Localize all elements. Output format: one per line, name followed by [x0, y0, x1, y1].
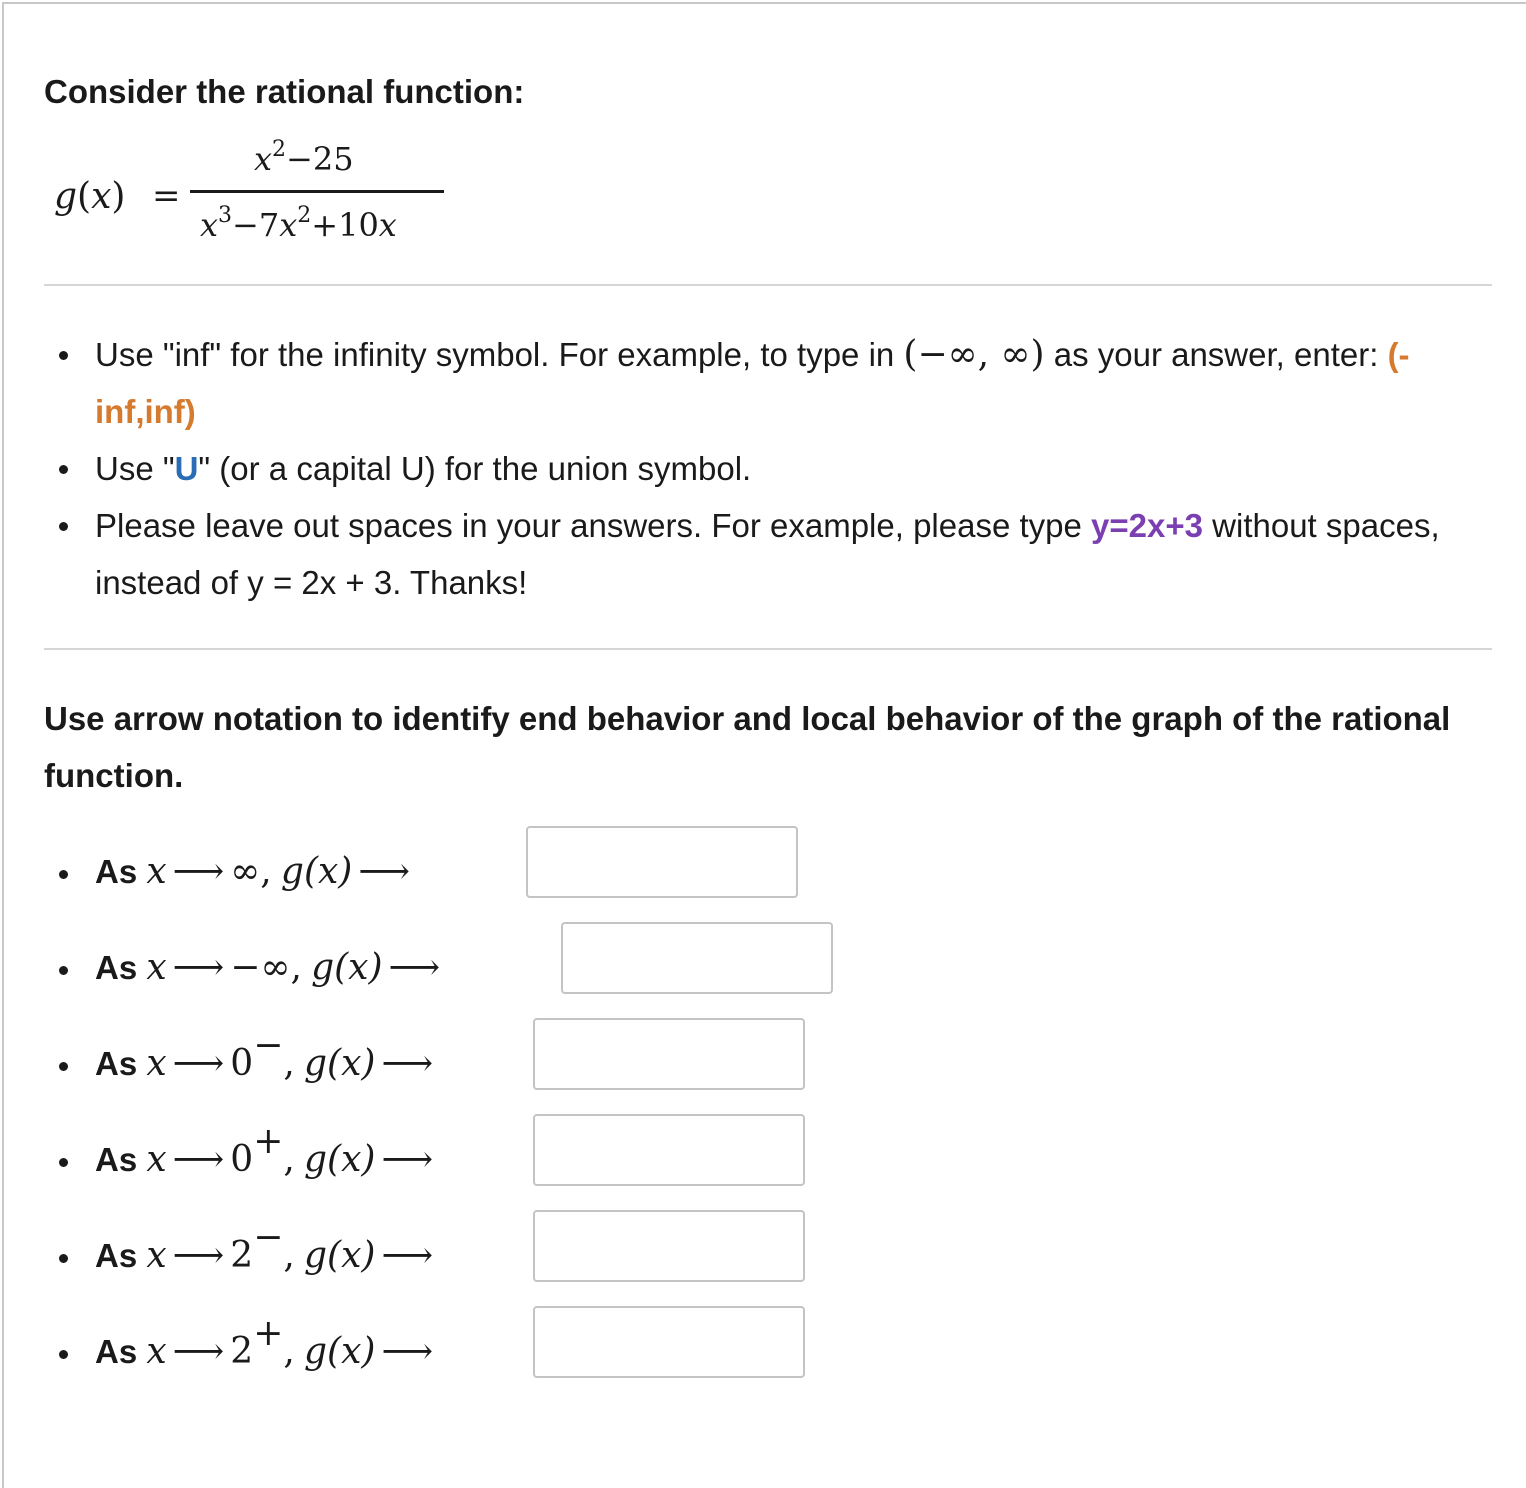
- num-exp: 2: [272, 137, 287, 162]
- den-t2-base: x: [279, 206, 298, 244]
- as-label: As: [95, 853, 138, 890]
- limit-target: 2: [230, 1331, 254, 1372]
- fn-arg: (x): [327, 1235, 376, 1276]
- instruction-spaces: [44, 497, 1492, 611]
- divider-2: [44, 648, 1492, 650]
- comma: ,: [283, 1139, 295, 1180]
- fn-g: g: [303, 1235, 328, 1276]
- section-heading-behavior: Use arrow notation to identify end behavior and local behavior of the graph of the rational function.: [44, 700, 1451, 794]
- inf-pre: Use "inf" for the infinity symbol. For example, to type in: [95, 336, 904, 373]
- answer-input-x-to-inf[interactable]: [526, 826, 798, 898]
- var-x: x: [146, 1331, 167, 1372]
- comma: ,: [283, 1331, 295, 1372]
- behavior-item-x-to-neg-inf: [44, 918, 441, 1014]
- as-label: As: [95, 1045, 138, 1082]
- spaces-example: y=2x+3: [1091, 507, 1203, 544]
- arrow-icon: ⟶: [381, 1043, 434, 1084]
- den-t1-exp: 3: [218, 203, 233, 228]
- var-x: x: [146, 947, 167, 988]
- behavior-list: [44, 822, 441, 1398]
- arrow-icon: ⟶: [172, 1235, 225, 1276]
- function-definition: [54, 137, 494, 250]
- spaces-post: without spaces, instead of y = 2x + 3. Thanks!: [95, 507, 1440, 601]
- function-lhs-close: ): [111, 176, 126, 217]
- fn-g: g: [303, 1043, 328, 1084]
- union-symbol: U: [174, 450, 199, 487]
- equals-sign: =: [152, 176, 181, 216]
- function-lhs-open: (: [77, 176, 92, 217]
- den-t3-pre: +10: [311, 206, 379, 244]
- function-name: g: [54, 176, 78, 217]
- comma: ,: [283, 1043, 295, 1084]
- inf-mid: as your answer, enter:: [1044, 336, 1388, 373]
- as-label: As: [95, 1141, 138, 1178]
- behavior-item-x-to-inf: [44, 822, 410, 918]
- answer-input-x-to-neg-inf[interactable]: [561, 922, 833, 994]
- function-lhs: [54, 176, 125, 217]
- arrow-icon: ⟶: [172, 851, 225, 892]
- fraction-bar: [190, 190, 444, 193]
- fraction-denominator: [200, 203, 397, 244]
- behavior-item-x-to-2-plus: [44, 1302, 434, 1398]
- limit-target: −∞: [230, 947, 291, 988]
- function-variable: x: [91, 176, 112, 217]
- answer-input-x-to-2-minus[interactable]: [533, 1210, 805, 1282]
- fn-arg: (x): [334, 947, 383, 988]
- union-post: " (or a capital U) for the union symbol.: [198, 450, 752, 487]
- fn-g: g: [311, 947, 335, 988]
- spaces-pre: Please leave out spaces in your answers. For example, please type: [95, 507, 1092, 544]
- fn-arg: (x): [327, 1043, 376, 1084]
- comma: ,: [290, 947, 302, 988]
- num-rest: −25: [286, 140, 354, 178]
- as-label: As: [95, 1237, 138, 1274]
- var-x: x: [146, 851, 167, 892]
- fn-arg: (x): [303, 851, 353, 892]
- var-x: x: [146, 1043, 167, 1084]
- instruction-infinity: [44, 326, 1492, 440]
- union-pre: Use ": [95, 450, 175, 487]
- arrow-icon: ⟶: [381, 1235, 434, 1276]
- arrow-icon: ⟶: [172, 947, 225, 988]
- num-base: x: [254, 140, 273, 178]
- comma: ,: [260, 851, 272, 892]
- arrow-icon: ⟶: [358, 851, 410, 892]
- divider-1: [44, 284, 1492, 286]
- fn-arg: (x): [327, 1139, 376, 1180]
- arrow-icon: ⟶: [381, 1139, 434, 1180]
- limit-side: −: [253, 1025, 284, 1066]
- fn-g: g: [280, 851, 304, 892]
- answer-input-x-to-0-minus[interactable]: [533, 1018, 805, 1090]
- arrow-icon: ⟶: [172, 1139, 225, 1180]
- limit-target: 2: [230, 1235, 254, 1276]
- limit-side: −: [253, 1217, 284, 1258]
- den-t2-pre: −7: [232, 206, 280, 244]
- den-t3-base: x: [378, 206, 397, 244]
- den-t2-exp: 2: [297, 203, 312, 228]
- behavior-item-x-to-0-plus: [44, 1110, 434, 1206]
- behavior-expression: [95, 1313, 439, 1380]
- behavior-expression: [95, 1217, 439, 1284]
- limit-side: +: [253, 1313, 284, 1354]
- arrow-icon: ⟶: [381, 1331, 434, 1372]
- limit-side: +: [253, 1121, 284, 1162]
- behavior-expression: [95, 844, 416, 900]
- inf-example: (-inf,inf): [95, 336, 1410, 430]
- behavior-expression: [95, 1025, 439, 1092]
- answer-input-x-to-0-plus[interactable]: [533, 1114, 805, 1186]
- instruction-union: [44, 440, 1492, 497]
- behavior-item-x-to-2-minus: [44, 1206, 434, 1302]
- inf-math: (−∞, ∞): [903, 334, 1045, 375]
- den-t1-base: x: [200, 206, 219, 244]
- behavior-expression: [95, 1121, 439, 1188]
- as-label: As: [95, 1333, 138, 1370]
- limit-target: 0: [230, 1043, 254, 1084]
- section-heading-function: Consider the rational function:: [44, 73, 525, 110]
- fraction-numerator: [254, 137, 354, 178]
- behavior-expression: [95, 940, 446, 996]
- as-label: As: [95, 949, 138, 986]
- arrow-icon: ⟶: [388, 947, 441, 988]
- instructions-list: [44, 326, 1492, 611]
- fn-g: g: [303, 1139, 328, 1180]
- comma: ,: [283, 1235, 295, 1276]
- var-x: x: [146, 1235, 167, 1276]
- fn-g: g: [303, 1331, 328, 1372]
- limit-target: 0: [230, 1139, 254, 1180]
- answer-input-x-to-2-plus[interactable]: [533, 1306, 805, 1378]
- behavior-item-x-to-0-minus: [44, 1014, 434, 1110]
- arrow-icon: ⟶: [172, 1043, 225, 1084]
- fn-arg: (x): [327, 1331, 376, 1372]
- arrow-icon: ⟶: [172, 1331, 225, 1372]
- var-x: x: [146, 1139, 167, 1180]
- limit-target: ∞: [230, 851, 261, 892]
